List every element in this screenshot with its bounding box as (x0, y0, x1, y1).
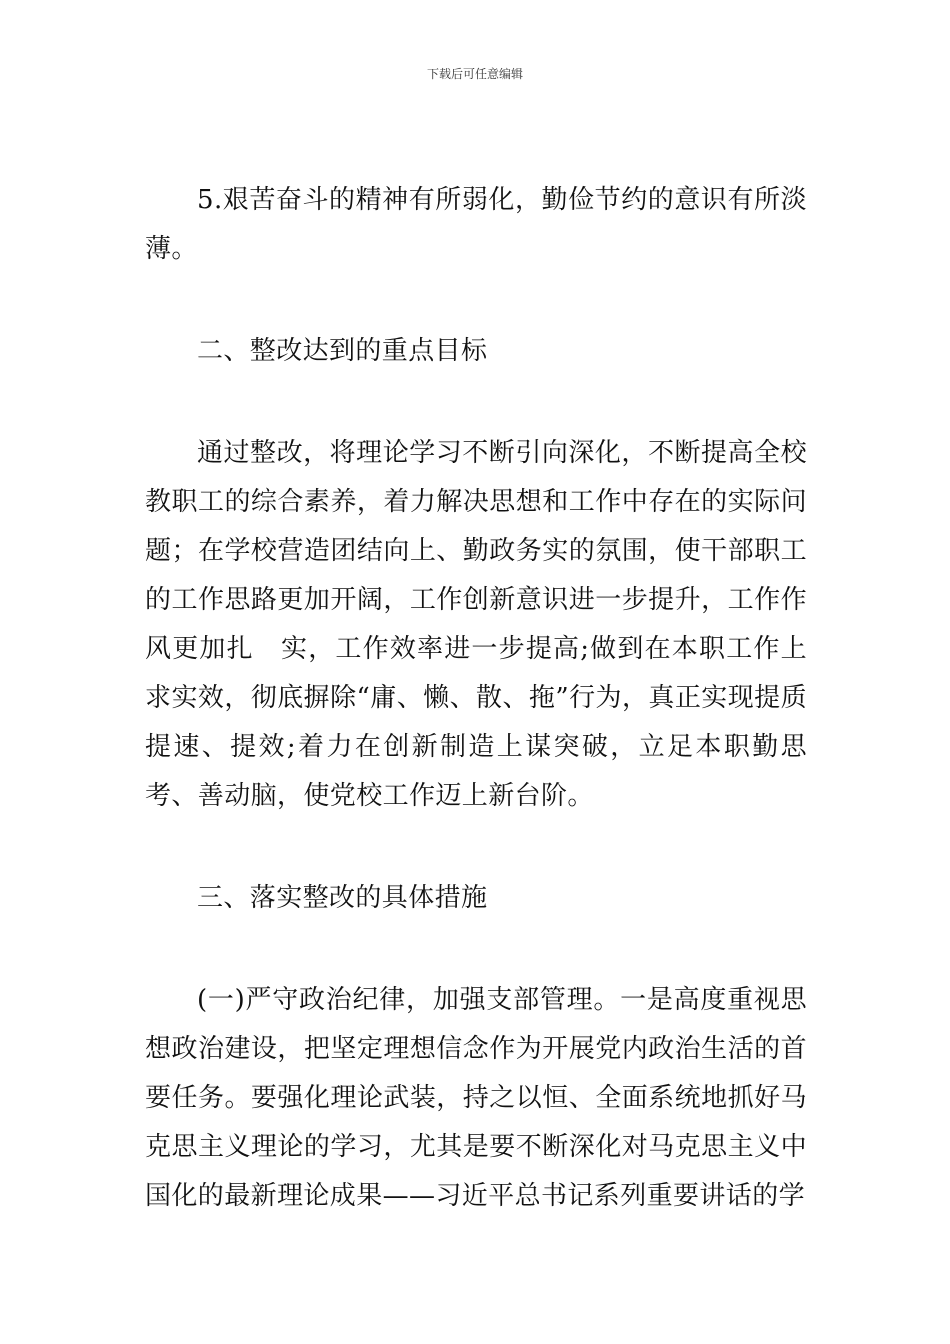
paragraph-measures: (一)严守政治纪律，加强支部管理。一是高度重视思想政治建设，把坚定理想信念作为开展党内政治生活的首要任务。要强化理论武装，持之以恒、全面系统地抓好马克思主义理论的学习，尤其是要不断深化对马克思主义中国化的最新理论成果——习近平总书记系列重要讲话的学 (145, 985, 807, 1211)
paragraph-gap (145, 376, 807, 429)
paragraph-item-5: 5.艰苦奋斗的精神有所弱化，勤俭节约的意识有所淡薄。 (145, 185, 807, 264)
section-heading-3: 三、落实整改的具体措施 (197, 883, 488, 913)
paragraph-gap (145, 821, 807, 874)
paragraph-gap (145, 274, 807, 327)
page-header-note: 下载后可任意编辑 (426, 67, 523, 81)
section-heading-2: 二、整改达到的重点目标 (197, 336, 488, 366)
paragraph-targets: 通过整改，将理论学习不断引向深化，不断提高全校教职工的综合素养，着力解决思想和工作中存在的实际问题；在学校营造团结向上、勤政务实的氛围，使干部职工的工作思路更加开阔，工作创新意识进一步提升，工作作风更加扎 实，工作效率进一步提高;做到在本职工作上求实效，彻底摒除“庸、懒、散、拖”行为，真正实现提质提速、提效;着力在创新制造上谋突破，立足本职勤思考、善动脑，使党校工作迈上新台阶。 (145, 438, 807, 811)
document-body (145, 176, 807, 1221)
paragraph-gap (145, 923, 807, 976)
